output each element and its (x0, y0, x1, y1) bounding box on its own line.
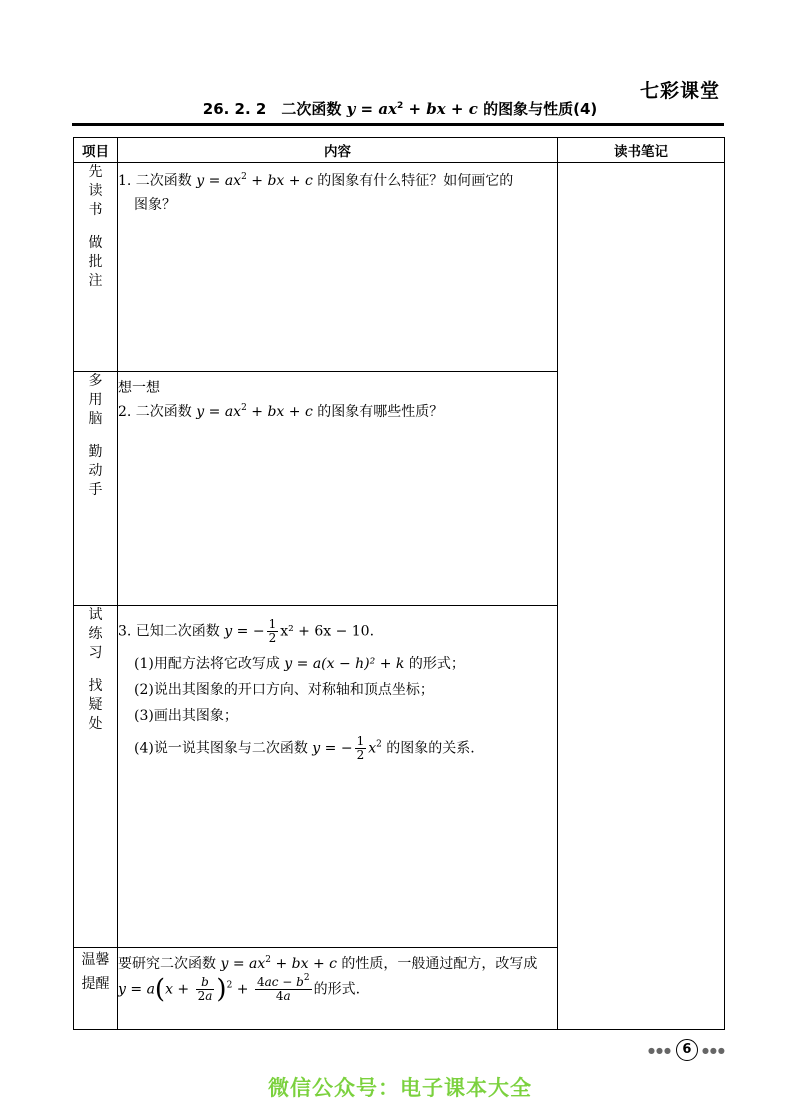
row-label: 先 读 书 做 批 注 (74, 163, 118, 372)
tip-line-2: y = a(x + $\frac{b}{2a}$ )$^2$ + $\frac{4ac - b^2}{4a}$ 的形式. (118, 973, 361, 1005)
subquestion-2: (2)说出其图象的开口方向、对称轴和顶点坐标； (134, 682, 434, 698)
header-item: 项目 (74, 138, 118, 163)
table-row (74, 163, 725, 372)
question-1-line2: 图象？ (134, 197, 176, 213)
study-table (73, 137, 725, 1030)
row-label: 温馨 提醒 (74, 948, 118, 1030)
row-content (118, 606, 558, 948)
subquestion-3: (3)画出其图象； (134, 708, 238, 724)
table-header-row (74, 138, 725, 163)
page-title: 26. 2. 2 二次函数 $y = ax^2$ + bx + c 的图象与性质(4) (202, 100, 598, 118)
row-label: 多 用 脑 勤 动 手 (74, 372, 118, 606)
row-content (118, 372, 558, 606)
question-2: 2. 二次函数 $y = ax^2$ + bx + c 的图象有哪些性质？ (118, 403, 444, 420)
subquestion-4: (4)说一说其图象与二次函数 y = − $\frac{1}{2}$ $x^2$ 的图象的关系. (134, 734, 475, 762)
title-rule (72, 123, 724, 126)
page-number: ●●● 6 ●●● (648, 1039, 726, 1061)
think-heading: 想一想 (118, 380, 160, 396)
header-content: 内容 (118, 138, 558, 163)
question-3: 3. 已知二次函数 y = − $\frac{1}{2}$ x² + 6x − 10. (118, 617, 375, 645)
question-1: 1. 二次函数 $y = ax^2$ + bx + c 的图象有什么特征？如何画它的 (118, 172, 514, 189)
row-label: 试 练 习 找 疑 处 (74, 606, 118, 948)
header-notes: 读书笔记 (558, 138, 725, 163)
tip-line-1: 要研究二次函数 $y = ax^2$ + bx + c 的性质，一般通过配方，改写成 (118, 955, 538, 972)
watermark: 微信公众号：电子课本大全 (268, 1076, 532, 1100)
brand-logo: 七彩课堂 (640, 80, 721, 102)
notes-area[interactable] (558, 163, 725, 1030)
subquestion-1: (1)用配方法将它改写成 y = a(x − h)² + k 的形式； (134, 656, 465, 672)
row-content (118, 163, 558, 372)
row-content (118, 948, 558, 1030)
